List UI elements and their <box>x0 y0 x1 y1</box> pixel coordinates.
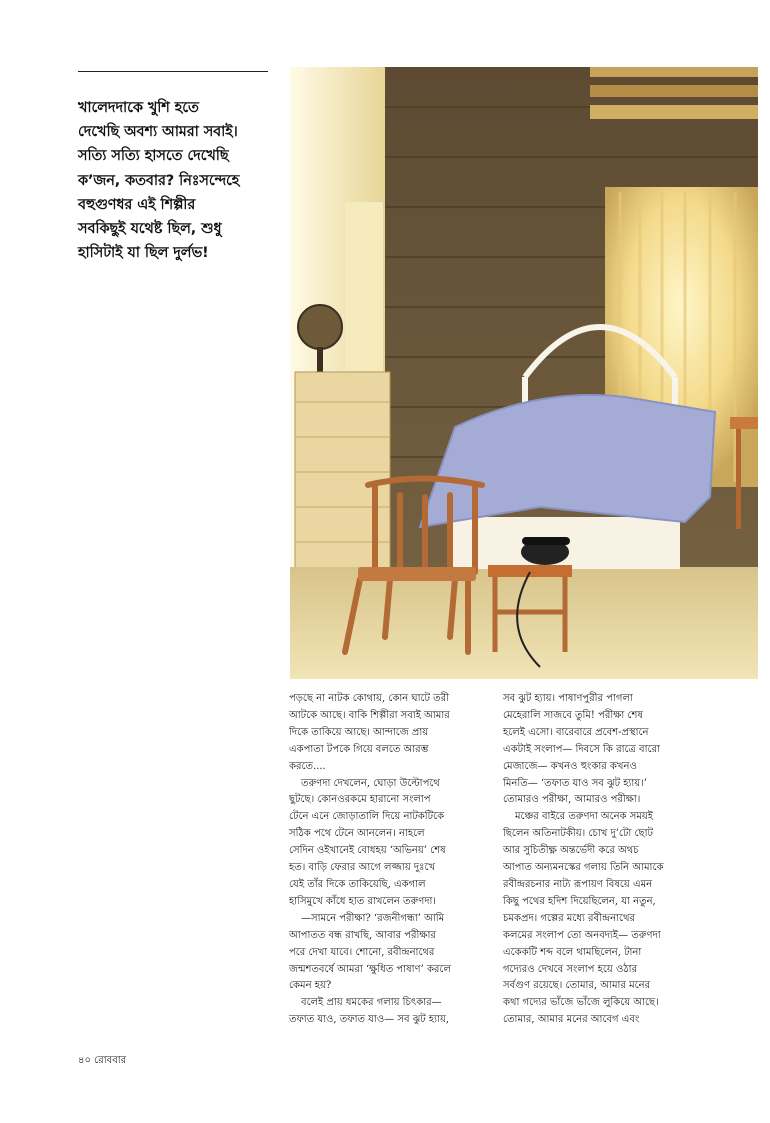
article-line: আপাত অন্যমনস্কের গলায় তিনি আমাকে <box>503 862 664 874</box>
article-line: আটকে আছে। বাকি শিল্পীরা সবাই আমার <box>289 709 450 721</box>
stage-photo <box>290 67 758 679</box>
article-line: যেই তাঁর দিকে তাকিয়েছি, একগাল <box>289 878 426 890</box>
article-line: হলেই এসো। বারেবারে প্রবেশ-প্রস্থানে <box>503 726 649 738</box>
article-line: সেদিন ওইখানেই বোধহয় ‘অভিনয়’ শেষ <box>289 845 446 857</box>
article-line: একটাই সংলাপ— দিবসে কি রাত্রে বারো <box>503 743 660 755</box>
article-line: কিছু পথের হদিশ দিয়েছিলেন, যা নতুন, <box>503 895 656 907</box>
article-line: মিনতি— ‘তফাত যাও সব ঝুট হ্যায়।’ <box>503 777 647 789</box>
article-line: পরে দেখা যাবে। শোনো, রবীন্দ্রনাথের <box>289 946 435 958</box>
article-line: পড়ছে না নাটক কোথায়, কোন ঘাটে তরী <box>289 693 449 704</box>
article-line: সঠিক পথে টেনে আনলেন। নাহলে <box>289 828 425 840</box>
article-column-left <box>289 691 489 1029</box>
article-line: কেমন হয়? <box>289 980 332 992</box>
article-line: সব ঝুট হ্যায়। পাষাণপুরীর পাগলা <box>503 693 633 704</box>
article-line: তফাত যাও, তফাত যাও— সব ঝুট হ্যায়, <box>289 1014 450 1026</box>
pullquote-line: সবকিছুই যথেষ্ট ছিল, শুধু <box>78 221 222 238</box>
article-line: কলমের সংলাপ তো অনবদ্যই— তরুণদা <box>503 929 661 941</box>
article-line: একেকটি শব্দ বলে থামছিলেন, টানা <box>503 946 642 958</box>
pullquote-line: বহুগুণধর এই শিল্পীর <box>78 196 196 213</box>
article-line: দিকে তাকিয়ে আছে। আন্দাজে প্রায় <box>289 726 429 738</box>
article-line: হাসিমুখে কাঁধে হাত রাখলেন তরুণদা। <box>289 895 437 907</box>
article-line: তোমার, আমার মনের আবেগ এবং <box>503 1014 640 1026</box>
pullquote-line: ক’জন, কতবার? নিঃসন্দেহে <box>78 172 240 189</box>
article-line: মঞ্চের বাইরে তরুণদা অনেক সময়ই <box>515 811 653 823</box>
article-line: বলেই প্রায় ধমকের গলায় চিৎকার— <box>301 997 442 1009</box>
article-line: আপাতত বন্ধ রাখছি, আবার পরীক্ষার <box>289 929 436 941</box>
article-column-right <box>503 691 703 1029</box>
pullquote-rule <box>78 71 268 72</box>
article-line: তরুণদা দেখলেন, ঘোড়া উল্টোপথে <box>301 777 440 789</box>
stage-photo-illustration <box>290 67 758 679</box>
article-line: টেনে এনে জোড়াতালি দিয়ে নাটকটিকে <box>289 811 445 823</box>
article-line: —সামনে পরীক্ষা? ‘রজনীগন্ধা’ আমি <box>301 912 445 924</box>
pullquote-line: হাসিটাই যা ছিল দুর্লভ! <box>78 245 209 262</box>
article-line: হত। বাড়ি ফেরার আগে লজ্জায় দুঃখে <box>289 862 436 874</box>
article-line: চমকপ্রদ। গল্পের মধ্যে রবীন্দ্রনাথের <box>503 912 635 924</box>
article-line: ছিলেন অতিনাটকীয়। চোখ দু’টো ছোট <box>503 828 653 840</box>
article-line: সর্বগুণ রয়েছে। তোমার, আমার মনের <box>503 980 651 992</box>
article-line: রবীন্দ্ররচনার নাট্য রূপায়ণ বিষয়ে এমন <box>503 878 653 890</box>
article-line: জন্মশতবর্ষে আমরা ‘ক্ষুধিত পাষাণ’ করলে <box>289 963 451 975</box>
pullquote <box>78 96 278 265</box>
article-line: ছুটছে। কোনওরকমে হারানো সংলাপ <box>289 794 431 806</box>
pullquote-line: খালেদদাকে খুশি হতে <box>78 100 199 116</box>
article-line: গদ্যেরও দেখবে সংলাপ হয়ে ওঠার <box>503 963 638 975</box>
pullquote-line: দেখেছি অবশ্য আমরা সবাই। <box>78 124 238 141</box>
pullquote-line: সত্যি সত্যি হাসতে দেখেছি <box>78 148 229 165</box>
article-line: একপাতা টপকে গিয়ে বলতে আরম্ভ <box>289 743 429 755</box>
article-line: আর সুচিতীক্ষ্ণ অন্তর্ভেদী করে অথচ <box>503 845 639 857</box>
article-line: তোমারও পরীক্ষা, আমারও পরীক্ষা। <box>503 794 641 806</box>
article-line: মেহেরালি সাজবে তুমি! পরীক্ষা শেষ <box>503 709 643 721</box>
page-footer: ৪০ রোববার <box>78 1055 127 1066</box>
article-line: কথা গদ্যের ভাঁজে ভাঁজে লুকিয়ে আছে। <box>503 997 659 1009</box>
article-line: মেজাজে— কখনও হুংকার কখনও <box>503 760 637 772</box>
article-line: করতে.... <box>289 760 326 772</box>
